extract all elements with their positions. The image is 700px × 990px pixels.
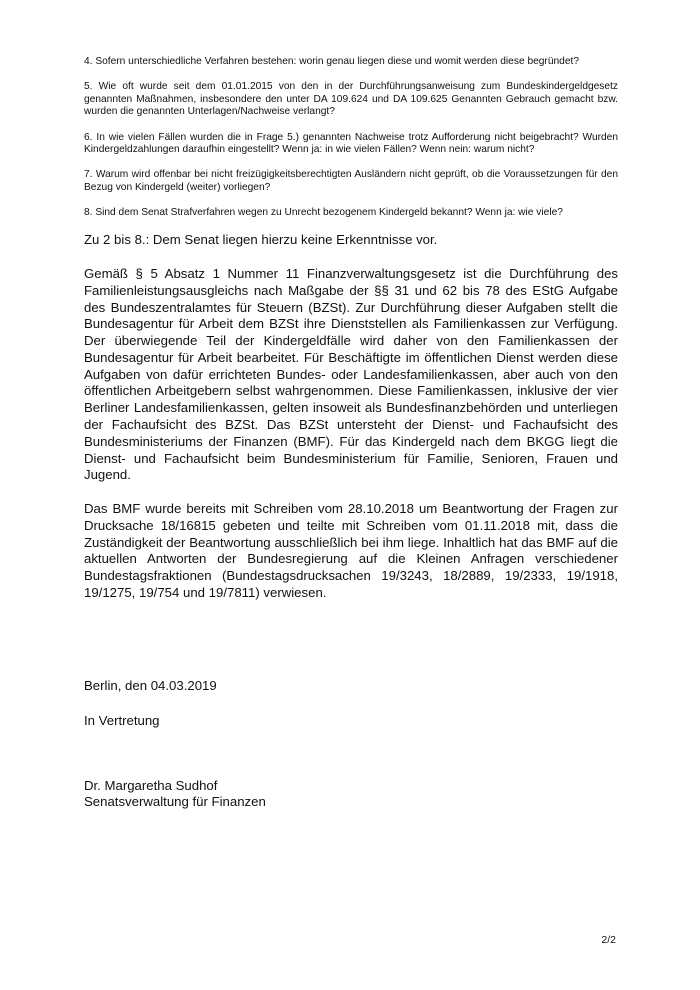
- question-7: 7. Warum wird offenbar bei nicht freizügigkeitsberechtigten Ausländern nicht geprüft, ob die Voraussetzungen für den Bezug von Kindergeld (weiter) vorliegen?: [84, 169, 618, 193]
- answer-paragraph-responsibility: Gemäß § 5 Absatz 1 Nummer 11 Finanzverwaltungsgesetz ist die Durchführung des Familienleistungsausgleichs nach Maßgabe der §§ 31 und 62 bis 78 des EStG Aufgabe des Bundeszentralamtes für Steuern (BZSt). Zur Durchführung dieser Aufgaben stellt die Bundesagentur für Arbeit dem BZSt ihre Dienststellen als Familienkassen zur Verfügung. Der überwiegende Teil der Kindergeldfälle wird daher von den Familienkassen der Bundesagentur für Arbeit bearbeitet. Für Beschäftigte im öffentlichen Dienst werden diese Aufgaben von dafür errichteten Bundes- oder Landesfamilienkassen, aber auch von den öffentlichen Arbeitgebern selbst wahrgenommen. Diese Familienkassen, inklusive der vier Berliner Landesfamilienkassen, gelten insoweit als Bundesfinanzbehörden und unterliegen der Fachaufsicht des BZSt. Das BZSt untersteht der Dienst- und Fachaufsicht des Bundesministeriums der Finanzen (BMF). Für das Kindergeld nach dem BKGG liegt die Dienst- und Fachaufsicht beim Bundesministerium für Familie, Senioren, Frauen und Jugend.: [84, 265, 618, 483]
- signer-name: Dr. Margaretha Sudhof: [84, 777, 218, 793]
- answer-paragraph-bmf: Das BMF wurde bereits mit Schreiben vom 28.10.2018 um Beantwortung der Fragen zur Drucksache 18/16815 gebeten und teilte mit Schreiben vom 01.11.2018 mit, dass die Zuständigkeit der Beantwortung ausschließlich bei ihm liege. Inhaltlich hat das BMF auf die aktuellen Antworten der Bundesregierung auf die Kleinen Anfragen verschiedener Bundestagsfraktionen (Bundestagsdrucksachen 19/3243, 18/2889, 19/2333, 19/1918, 19/1275, 19/754 und 19/7811) verwiesen.: [84, 501, 618, 601]
- page-number: 2/2: [601, 934, 616, 946]
- question-4: 4. Sofern unterschiedliche Verfahren bestehen: worin genau liegen diese und womit werden diese begründet?: [84, 56, 579, 67]
- question-8: 8. Sind dem Senat Strafverfahren wegen zu Unrecht bezogenem Kindergeld bekannt? Wenn ja: wie viele?: [84, 207, 563, 219]
- question-6: 6. In wie vielen Fällen wurden die in Frage 5.) genannten Nachweise trotz Aufforderung nicht beigebracht? Wurden Kindergeldzahlungen daraufhin eingestellt? Wenn ja: in wie vielen Fällen? Wenn nein: warum nicht?: [84, 131, 618, 156]
- signer-office: Senatsverwaltung für Finanzen: [84, 794, 266, 810]
- document-body: [84, 56, 618, 619]
- question-5: 5. Wie oft wurde seit dem 01.01.2015 von den in der Durchführungsanweisung zum Bundeskindergeldgesetz genannten Maßnahmen, insbesondere den unter DA 109.624 und DA 109.625 Genannten Gebrauch gemacht bzw. wurden die genannten Unterlagen/Nachweise verlangt?: [84, 81, 618, 118]
- answer-intro: Zu 2 bis 8.: Dem Senat liegen hierzu keine Erkenntnisse vor.: [84, 232, 438, 248]
- closing-block: [84, 678, 618, 811]
- representation-note: In Vertretung: [84, 712, 160, 728]
- place-date: Berlin, den 04.03.2019: [84, 678, 217, 693]
